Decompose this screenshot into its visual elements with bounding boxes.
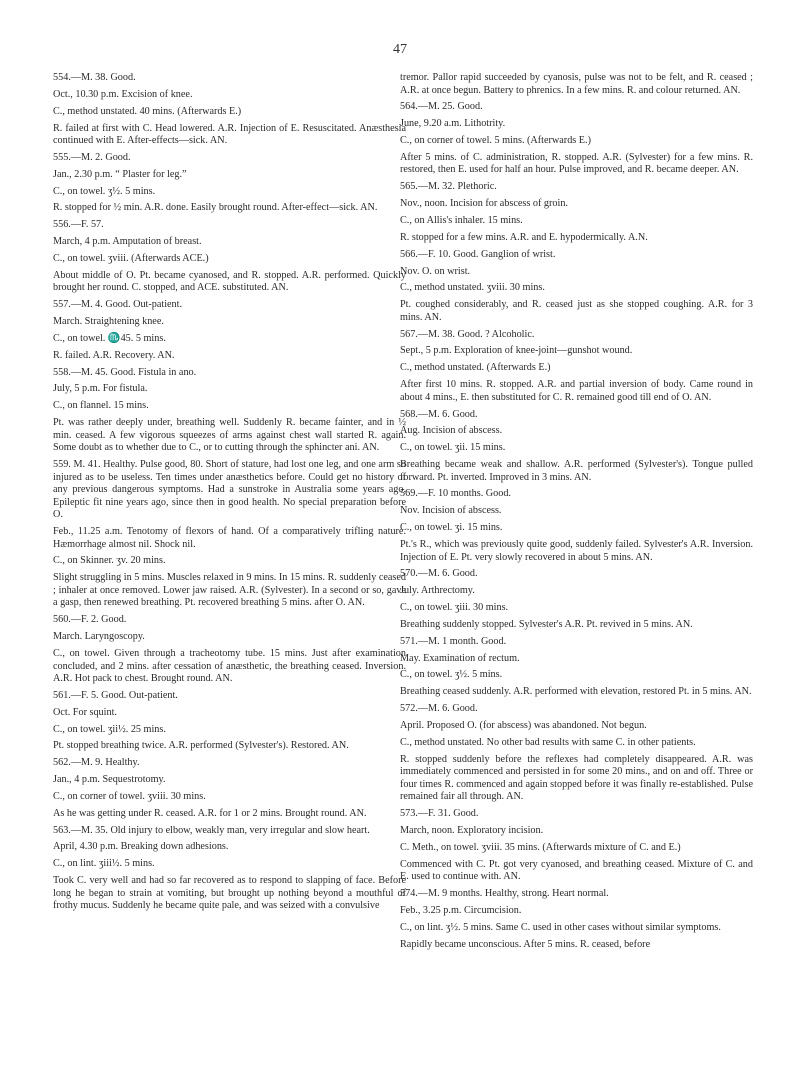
text-line: 554.—M. 38. Good. xyxy=(53,72,136,83)
text-line: C., on corner of towel. 5 mins. (Afterwards E.) xyxy=(400,135,591,147)
text-line: Oct. For squint. xyxy=(53,706,117,718)
text-line: C., on Skinner. ʒv. 20 mins. xyxy=(53,555,166,567)
text-line: C., on towel. ʒi. 15 mins. xyxy=(400,522,503,534)
text-line: C. Meth., on towel. ʒviii. 35 mins. (Afterwards mixture of C. and E.) xyxy=(400,841,681,853)
text-line: July. Arthrectomy. xyxy=(400,585,475,597)
text-line: C., on towel. Given through a tracheotomy tube. 15 mins. Just after examination concluded, and 2 mins. after cessation of anæsthetic, the breathing ceased. Inversion. A.R. Hot pack to chest. Brought round. AN. xyxy=(53,647,406,685)
text-line: C., method unstated. ʒviii. 30 mins. xyxy=(400,282,545,294)
text-line: 558.—M. 45. Good. Fistula in ano. xyxy=(53,366,197,378)
text-line: April, 4.30 p.m. Breaking down adhesions. xyxy=(53,841,229,853)
left-column xyxy=(53,72,406,917)
text-line: Breathing became weak and shallow. A.R. performed (Sylvester's). Tongue pulled forward. Pt. inverted. Improved in 3 mins. AN. xyxy=(400,459,753,483)
text-line: March, 4 p.m. Amputation of breast. xyxy=(53,236,202,248)
text-line: R. stopped for ½ min. A.R. done. Easily brought round. After-effect—sick. AN. xyxy=(53,202,378,214)
text-line: R. failed. A.R. Recovery. AN. xyxy=(53,349,175,361)
text-line: After first 10 mins. R. stopped. A.R. and partial inversion of body. Came round in about 4 mins., E. then substituted for C. R. remained good till end of O. AN. xyxy=(400,379,753,403)
text-line: Breathing ceased suddenly. A.R. performed with elevation, restored Pt. in 5 mins. AN. xyxy=(400,686,752,698)
text-line: C., on lint. ʒ½. 5 mins. Same C. used in other cases without similar symptoms. xyxy=(400,921,721,933)
text-line: 567.—M. 38. Good. ? Alcoholic. xyxy=(400,328,535,340)
text-line: As he was getting under R. ceased. A.R. for 1 or 2 mins. Brought round. AN. xyxy=(53,807,367,819)
text-line: 574.—M. 9 months. Healthy, strong. Heart normal. xyxy=(400,888,609,900)
text-line: 560.—F. 2. Good. xyxy=(53,614,127,626)
text-line: Pt. stopped breathing twice. A.R. performed (Sylvester's). Restored. AN. xyxy=(53,740,349,752)
text-line: Jan., 2.30 p.m. “ Plaster for leg.” xyxy=(53,168,187,180)
text-line: 569.—F. 10 months. Good. xyxy=(400,488,511,500)
text-line: R. stopped for a few mins. A.R. and E. hypodermically. A.N. xyxy=(400,231,648,243)
text-line: 556.—F. 57. xyxy=(53,219,104,231)
text-line: 564.—M. 25. Good. xyxy=(400,101,483,113)
text-line: 561.—F. 5. Good. Out-patient. xyxy=(53,689,178,701)
text-line: C., on towel. ʒ½. 5 mins. xyxy=(400,669,503,681)
text-line: 566.—F. 10. Good. Ganglion of wrist. xyxy=(400,248,556,260)
text-line: R. stopped suddenly before the reflexes had completely disappeared. A.R. was immediately commenced and persisted in for some 20 mins., and on and off. Three or four times R. commenced and again stopped before it was finally re-established. Pulse remained fair all through. AN. xyxy=(400,753,753,803)
text-line: March. Straightening knee. xyxy=(53,316,164,328)
text-line: R. failed at first with C. Head lowered. A.R. Injection of E. Resuscitated. Anæsthesia continued with E. After-effects—sick. AN. xyxy=(53,122,406,147)
text-line: May. Examination of rectum. xyxy=(400,652,520,664)
text-line: Pt.'s R., which was previously quite good, suddenly failed. Sylvester's A.R. Inversion. Injection of E. Pt. very slowly recovered in about 5 mins. AN. xyxy=(400,538,753,563)
text-line: C., on towel. ♏45. 5 mins. xyxy=(53,332,166,344)
text-line: C., on towel. ʒii½. 25 mins. xyxy=(53,723,166,735)
text-line: C., method unstated. 40 mins. (Afterwards E.) xyxy=(53,105,242,117)
text-line: 570.—M. 6. Good. xyxy=(400,568,478,580)
text-line: 572.—M. 6. Good. xyxy=(400,703,478,715)
text-line: June, 9.20 a.m. Lithotrity. xyxy=(400,118,506,130)
text-line: Oct., 10.30 p.m. Excision of knee. xyxy=(53,88,193,100)
text-line: 568.—M. 6. Good. xyxy=(400,408,478,420)
text-line: Nov. O. on wrist. xyxy=(400,265,471,277)
text-line: About middle of O. Pt. became cyanosed, and R. stopped. A.R. performed. Quickly brought her round. C. stopped, and ACE. substituted. AN. xyxy=(53,269,406,294)
text-line: 563.—M. 35. Old injury to elbow, weakly man, very irregular and slow heart. xyxy=(53,824,370,836)
page-number: 47 xyxy=(393,42,407,57)
text-line: Nov. Incision of abscess. xyxy=(400,505,502,517)
text-line: Pt. coughed considerably, and R. ceased just as she stopped coughing. A.R. for 3 mins. AN. xyxy=(400,299,753,323)
text-line: Pt. was rather deeply under, breathing well. Suddenly R. became fainter, and in ½ min. ceased. A few vigorous squeezes of arms against chest wall started R. again. Some doubt as to whether due to C., or to cutting through the sphincter ani. AN. xyxy=(53,417,406,454)
right-column xyxy=(400,72,753,955)
text-line: C., on flannel. 15 mins. xyxy=(53,400,149,412)
text-line: tremor. Pallor rapid succeeded by cyanosis, pulse was not to be felt, and R. ceased ; A.R. at once begun. Battery to phrenics. In a few mins. R. and colour returned. AN. xyxy=(400,72,753,96)
text-line: C., method unstated. No other bad results with same C. in other patients. xyxy=(400,736,696,748)
text-line: 573.—F. 31. Good. xyxy=(400,808,479,820)
text-line: Slight struggling in 5 mins. Muscles relaxed in 9 mins. In 15 mins. R. suddenly ceased ; inhaler at once removed. Lower jaw raised. A.R. (Sylvester). In a second or so, gave a gasp, then renewed breathing. Pt. recovered breathing 5 mins. after O. AN. xyxy=(53,572,406,609)
text-line: March, noon. Exploratory incision. xyxy=(400,824,544,836)
text-line: C., on corner of towel. ʒviii. 30 mins. xyxy=(53,790,206,802)
text-line: Aug. Incision of abscess. xyxy=(400,425,503,437)
text-line: Took C. very well and had so far recovered as to respond to slapping of face. Before long he began to strain at vomiting, but brought up nothing beyond a mouthful of frothy mucus. Suddenly he became quite pale, and was seized with a convulsive xyxy=(53,875,406,912)
text-line: Jan., 4 p.m. Sequestrotomy. xyxy=(53,774,166,786)
text-line: C., on towel. ʒviii. (Afterwards ACE.) xyxy=(53,252,209,264)
text-line: March. Laryngoscopy. xyxy=(53,631,145,643)
text-line: 557.—M. 4. Good. Out-patient. xyxy=(53,299,183,311)
text-line: Commenced with C. Pt. got very cyanosed, and breathing ceased. Mixture of C. and E. used to continue with. AN. xyxy=(400,858,753,883)
text-line: C., method unstated. (Afterwards E.) xyxy=(400,362,551,374)
text-line: 559. M. 41. Healthy. Pulse good, 80. Short of stature, had lost one leg, and one arm so injured as to be useless. Ten times under anæsthetics before. Could get no history of any previous dangerous symptoms. Had a sunstroke in Australia some years ago. Epileptic fit nine years ago, since then in good health. No special preparation before O. xyxy=(53,459,406,521)
text-line: C., on lint. ʒiii½. 5 mins. xyxy=(53,858,155,870)
text-line: 571.—M. 1 month. Good. xyxy=(400,635,507,647)
text-line: Feb., 3.25 p.m. Circumcision. xyxy=(400,904,522,916)
text-line: Breathing suddenly stopped. Sylvester's A.R. Pt. revived in 5 mins. AN. xyxy=(400,618,693,630)
text-line: Sept., 5 p.m. Exploration of knee-joint—gunshot wound. xyxy=(400,345,633,357)
text-line: C., on towel. ʒii. 15 mins. xyxy=(400,442,506,454)
text-line: 565.—M. 32. Plethoric. xyxy=(400,181,497,193)
text-line: C., on towel. ʒiii. 30 mins. xyxy=(400,602,509,614)
text-line: Feb., 11.25 a.m. Tenotomy of flexors of hand. Of a comparatively trifling nature. Hæmorrhage almost nil. Shock nil. xyxy=(53,526,406,550)
text-line: April. Proposed O. (for abscess) was abandoned. Not begun. xyxy=(400,719,647,731)
text-line: 562.—M. 9. Healthy. xyxy=(53,757,140,769)
text-line: After 5 mins. of C. administration, R. stopped. A.R. (Sylvester) for a few mins. R. restored, then E. used for half an hour. Pulse improved, and R. became deeper. AN. xyxy=(400,151,753,176)
text-line: Rapidly became unconscious. After 5 mins. R. ceased, before xyxy=(400,938,651,950)
text-line: 555.—M. 2. Good. xyxy=(53,151,131,163)
text-line: July, 5 p.m. For fistula. xyxy=(53,383,148,395)
text-line: C., on towel. ʒ½. 5 mins. xyxy=(53,185,156,197)
text-line: Nov., noon. Incision for abscess of groin. xyxy=(400,198,568,210)
text-line: C., on Allis's inhaler. 15 mins. xyxy=(400,215,523,226)
